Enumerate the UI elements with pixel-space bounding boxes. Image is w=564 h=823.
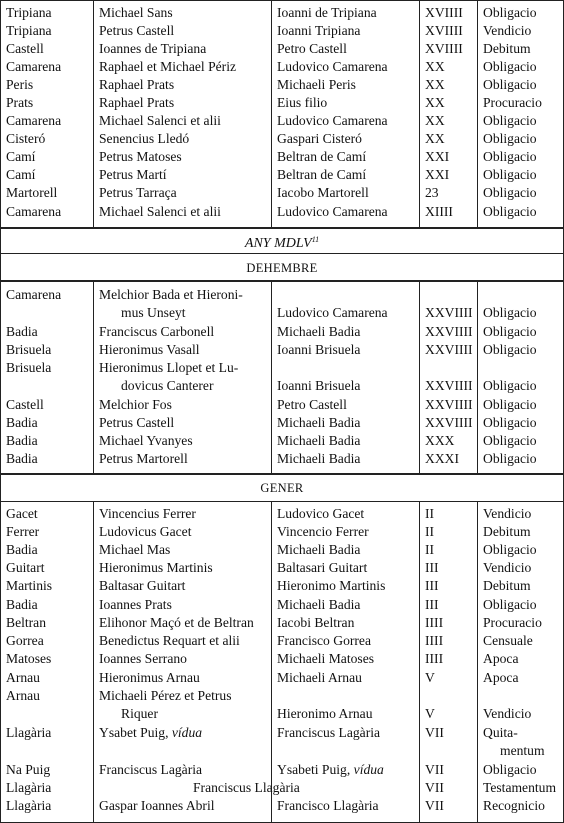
year-rule-bottom bbox=[0, 253, 564, 254]
act-type-cell: Procuracio bbox=[483, 95, 542, 110]
surname-cell: Prats bbox=[6, 95, 34, 110]
counterparty-status: vídua bbox=[353, 762, 384, 777]
day-cell: V bbox=[425, 670, 435, 685]
act-type-cell: Recognicio bbox=[483, 798, 545, 813]
party-cell: Ioannes Serrano bbox=[99, 651, 187, 666]
day-cell: II bbox=[425, 524, 435, 539]
counterparty-cell: Ioanni Brisuela bbox=[277, 342, 361, 357]
act-type-cell: Obligacio bbox=[483, 451, 537, 466]
counterparty-cell: Ludovico Camarena bbox=[277, 59, 388, 74]
col-divider bbox=[271, 502, 272, 823]
party-cell bbox=[99, 724, 202, 742]
day-cell: XVIIII bbox=[425, 23, 463, 38]
col-divider bbox=[271, 281, 272, 473]
party-cell: Ioannes de Tripiana bbox=[99, 41, 207, 56]
act-type-cell: Obligacio bbox=[483, 59, 537, 74]
counterparty-cell: Beltran de Camí bbox=[277, 149, 367, 164]
surname-cell: Castell bbox=[6, 397, 44, 412]
day-cell: IIII bbox=[425, 615, 444, 630]
act-type-cell: Obligacio bbox=[483, 433, 537, 448]
day-cell: XXVIIII bbox=[425, 415, 473, 430]
col-divider bbox=[93, 502, 94, 823]
act-type-cell: Vendicio bbox=[483, 23, 532, 38]
counterparty-cell: Baltasari Guitart bbox=[277, 560, 368, 575]
counterparty-cell: Michaeli Arnau bbox=[277, 670, 362, 685]
act-type-cell: Quita- bbox=[483, 725, 518, 740]
month-heading-gener: GENER bbox=[260, 481, 304, 495]
party-cell: Raphael Prats bbox=[99, 95, 175, 110]
surname-cell: Arnau bbox=[6, 670, 40, 685]
act-type-cell: Obligacio bbox=[483, 762, 537, 777]
act-type-cell: Debitum bbox=[483, 578, 531, 593]
col-divider bbox=[419, 0, 420, 227]
spanning-party-cell: Franciscus Llagària bbox=[193, 780, 300, 795]
counterparty-cell: Ludovico Camarena bbox=[277, 204, 388, 219]
col-divider bbox=[477, 0, 478, 227]
act-type-cell: Debitum bbox=[483, 524, 531, 539]
act-type-cell: Apoca bbox=[483, 670, 519, 685]
act-type-cell: Vendicio bbox=[483, 706, 532, 721]
day-cell: XXVIIII bbox=[425, 397, 473, 412]
counterparty-cell: Hieronimo Arnau bbox=[277, 706, 373, 721]
counterparty-name: Ysabeti Puig, bbox=[277, 762, 354, 777]
party-cell: Hieronimus Arnau bbox=[99, 670, 200, 685]
surname-cell: Camí bbox=[6, 149, 36, 164]
party-cell: Baltasar Guitart bbox=[99, 578, 186, 593]
counterparty-cell: Michaeli Badia bbox=[277, 451, 361, 466]
surname-cell: Na Puig bbox=[6, 762, 51, 777]
counterparty-cell: Ioanni de Tripiana bbox=[277, 5, 377, 20]
party-cell: Raphael et Michael Périz bbox=[99, 59, 237, 74]
col-divider bbox=[271, 0, 272, 227]
act-type-cell: Vendicio bbox=[483, 506, 532, 521]
counterparty-cell: Eius filio bbox=[277, 95, 328, 110]
day-cell: XXX bbox=[425, 433, 455, 448]
surname-cell: Arnau bbox=[6, 688, 40, 703]
surname-cell: Castell bbox=[6, 41, 44, 56]
party-cell-continuation: Riquer bbox=[121, 706, 158, 721]
surname-cell: Camarena bbox=[6, 113, 62, 128]
act-type-cell: Procuracio bbox=[483, 615, 542, 630]
surname-cell: Gorrea bbox=[6, 633, 44, 648]
surname-cell: Martorell bbox=[6, 185, 58, 200]
day-cell: XVIIII bbox=[425, 5, 463, 20]
counterparty-cell: Michaeli Badia bbox=[277, 415, 361, 430]
counterparty-cell: Francisco Llagària bbox=[277, 798, 379, 813]
day-cell: XXI bbox=[425, 167, 450, 182]
surname-cell: Badia bbox=[6, 415, 38, 430]
party-cell: Gaspar Ioannes Abril bbox=[99, 798, 215, 813]
counterparty-cell: Michaeli Peris bbox=[277, 77, 356, 92]
surname-cell: Camarena bbox=[6, 59, 62, 74]
party-cell: Michaeli Pérez et Petrus bbox=[99, 688, 232, 703]
party-cell: Petrus Martorell bbox=[99, 451, 188, 466]
party-cell: Michael Sans bbox=[99, 5, 173, 20]
party-cell: Hieronimus Martinis bbox=[99, 560, 213, 575]
col-divider bbox=[477, 502, 478, 823]
party-cell: Petrus Martí bbox=[99, 167, 167, 182]
counterparty-cell: Hieronimo Martinis bbox=[277, 578, 386, 593]
counterparty-cell: Michaeli Badia bbox=[277, 597, 361, 612]
party-cell: Hieronimus Vasall bbox=[99, 342, 200, 357]
surname-cell: Brisuela bbox=[6, 360, 52, 375]
surname-cell: Ferrer bbox=[6, 524, 40, 539]
act-type-cell: Censuale bbox=[483, 633, 533, 648]
counterparty-cell: Ludovico Camarena bbox=[277, 113, 388, 128]
top-border bbox=[0, 0, 564, 1]
counterparty-cell: Francisco Gorrea bbox=[277, 633, 371, 648]
day-cell: VII bbox=[425, 780, 444, 795]
day-cell: XXVIIII bbox=[425, 378, 473, 393]
party-cell-continuation: mus Unseyt bbox=[121, 305, 186, 320]
party-cell: Petrus Tarraça bbox=[99, 185, 177, 200]
party-cell: Petrus Castell bbox=[99, 415, 175, 430]
party-cell: Vincencius Ferrer bbox=[99, 506, 196, 521]
day-cell: III bbox=[425, 597, 439, 612]
day-cell: XX bbox=[425, 131, 445, 146]
act-type-cell: Obligacio bbox=[483, 131, 537, 146]
surname-cell: Llagària bbox=[6, 798, 52, 813]
party-cell: Michael Mas bbox=[99, 542, 171, 557]
act-type-cell: Obligacio bbox=[483, 397, 537, 412]
day-cell: XX bbox=[425, 113, 445, 128]
day-cell: VII bbox=[425, 762, 444, 777]
counterparty-cell: Petro Castell bbox=[277, 397, 347, 412]
act-type-cell-continuation: mentum bbox=[500, 743, 545, 758]
counterparty-cell: Franciscus Lagària bbox=[277, 725, 381, 740]
surname-cell: Tripiana bbox=[6, 5, 52, 20]
day-cell: III bbox=[425, 578, 439, 593]
act-type-cell: Obligacio bbox=[483, 77, 537, 92]
day-cell: XVIIII bbox=[425, 41, 463, 56]
month1-rule-bottom bbox=[0, 280, 564, 282]
party-cell: Benedictus Requart et alii bbox=[99, 633, 240, 648]
surname-cell: Brisuela bbox=[6, 342, 52, 357]
act-type-cell: Obligacio bbox=[483, 378, 537, 393]
day-cell: XXI bbox=[425, 149, 450, 164]
counterparty-cell: Vincencio Ferrer bbox=[277, 524, 369, 539]
day-cell: XX bbox=[425, 77, 445, 92]
party-cell-continuation: dovicus Canterer bbox=[121, 378, 214, 393]
party-cell: Petrus Matoses bbox=[99, 149, 182, 164]
surname-cell: Guitart bbox=[6, 560, 45, 575]
act-type-cell: Vendicio bbox=[483, 560, 532, 575]
surname-cell: Camí bbox=[6, 167, 36, 182]
party-cell: Franciscus Carbonell bbox=[99, 324, 215, 339]
col-divider bbox=[419, 502, 420, 823]
act-type-cell: Obligacio bbox=[483, 113, 537, 128]
day-cell: VII bbox=[425, 798, 444, 813]
party-cell: Michael Salenci et alii bbox=[99, 113, 221, 128]
party-cell: Senencius Lledó bbox=[99, 131, 190, 146]
day-cell: II bbox=[425, 506, 435, 521]
surname-cell: Badia bbox=[6, 597, 38, 612]
counterparty-cell: Ioanni Brisuela bbox=[277, 378, 361, 393]
party-status: vídua bbox=[171, 725, 203, 740]
counterparty-cell bbox=[277, 761, 384, 779]
year-rule-top bbox=[0, 227, 564, 229]
year-heading-text: ANY MDLV bbox=[244, 236, 312, 251]
counterparty-cell: Michaeli Matoses bbox=[277, 651, 375, 666]
act-type-cell: Obligacio bbox=[483, 305, 537, 320]
act-type-cell: Obligacio bbox=[483, 149, 537, 164]
surname-cell: Badia bbox=[6, 451, 38, 466]
counterparty-cell: Beltran de Camí bbox=[277, 167, 367, 182]
month2-rule-top bbox=[0, 473, 564, 475]
counterparty-cell: Michaeli Badia bbox=[277, 324, 361, 339]
day-cell: IIII bbox=[425, 633, 444, 648]
year-heading bbox=[0, 231, 564, 253]
surname-cell: Llagària bbox=[6, 725, 52, 740]
party-cell: Ludovicus Gacet bbox=[99, 524, 192, 539]
surname-cell: Badia bbox=[6, 433, 38, 448]
party-cell: Franciscus Lagària bbox=[99, 762, 203, 777]
act-type-cell: Obligacio bbox=[483, 185, 537, 200]
col-divider bbox=[419, 281, 420, 473]
month-heading-dehembre: DEHEMBRE bbox=[246, 261, 318, 275]
party-cell: Elihonor Maçó et de Beltran bbox=[99, 615, 254, 630]
day-cell: 23 bbox=[425, 185, 439, 200]
party-cell: Melchior Bada et Hieroni- bbox=[99, 287, 243, 302]
act-type-cell: Obligacio bbox=[483, 415, 537, 430]
act-type-cell: Obligacio bbox=[483, 204, 537, 219]
day-cell: XXXI bbox=[425, 451, 459, 466]
surname-cell: Matoses bbox=[6, 651, 52, 666]
counterparty-cell: Petro Castell bbox=[277, 41, 347, 56]
party-cell: Petrus Castell bbox=[99, 23, 175, 38]
counterparty-cell: Gaspari Cisteró bbox=[277, 131, 362, 146]
col-divider bbox=[93, 281, 94, 473]
counterparty-cell: Ioanni Tripiana bbox=[277, 23, 361, 38]
day-cell: II bbox=[425, 542, 435, 557]
day-cell: VII bbox=[425, 725, 444, 740]
party-cell: Hieronimus Llopet et Lu- bbox=[99, 360, 239, 375]
day-cell: XXVIIII bbox=[425, 342, 473, 357]
footnote-marker: 11 bbox=[311, 235, 320, 244]
col-divider bbox=[477, 281, 478, 473]
counterparty-cell: Iacobo Martorell bbox=[277, 185, 369, 200]
left-border bbox=[0, 0, 1, 823]
counterparty-cell: Ludovico Camarena bbox=[277, 305, 388, 320]
act-type-cell: Debitum bbox=[483, 41, 531, 56]
surname-cell: Gacet bbox=[6, 506, 38, 521]
day-cell: XX bbox=[425, 59, 445, 74]
act-type-cell: Apoca bbox=[483, 651, 519, 666]
counterparty-cell: Ludovico Gacet bbox=[277, 506, 365, 521]
day-cell: III bbox=[425, 560, 439, 575]
day-cell: XX bbox=[425, 95, 445, 110]
surname-cell: Cisteró bbox=[6, 131, 46, 146]
counterparty-cell: Michaeli Badia bbox=[277, 542, 361, 557]
col-divider bbox=[93, 0, 94, 227]
day-cell: XXVIIII bbox=[425, 324, 473, 339]
party-cell: Ioannes Prats bbox=[99, 597, 172, 612]
surname-cell: Camarena bbox=[6, 287, 62, 302]
surname-cell: Badia bbox=[6, 542, 38, 557]
surname-cell: Martinis bbox=[6, 578, 53, 593]
day-cell: XIIII bbox=[425, 204, 453, 219]
act-type-cell: Obligacio bbox=[483, 324, 537, 339]
day-cell: IIII bbox=[425, 651, 444, 666]
party-cell: Michael Yvanyes bbox=[99, 433, 193, 448]
surname-cell: Tripiana bbox=[6, 23, 52, 38]
party-cell: Raphael Prats bbox=[99, 77, 175, 92]
surname-cell: Llagària bbox=[6, 780, 52, 795]
act-type-cell: Obligacio bbox=[483, 342, 537, 357]
month2-rule-bottom bbox=[0, 501, 564, 502]
counterparty-cell: Iacobi Beltran bbox=[277, 615, 355, 630]
surname-cell: Peris bbox=[6, 77, 34, 92]
act-type-cell: Obligacio bbox=[483, 167, 537, 182]
surname-cell: Badia bbox=[6, 324, 38, 339]
act-type-cell: Testamentum bbox=[483, 780, 557, 795]
day-cell: XXVIIII bbox=[425, 305, 473, 320]
party-cell: Michael Salenci et alii bbox=[99, 204, 221, 219]
party-name: Ysabet Puig, bbox=[99, 725, 172, 740]
act-type-cell: Obligacio bbox=[483, 542, 537, 557]
surname-cell: Beltran bbox=[6, 615, 47, 630]
surname-cell: Camarena bbox=[6, 204, 62, 219]
act-type-cell: Obligacio bbox=[483, 597, 537, 612]
party-cell: Melchior Fos bbox=[99, 397, 172, 412]
act-type-cell: Obligacio bbox=[483, 5, 537, 20]
day-cell: V bbox=[425, 706, 435, 721]
counterparty-cell: Michaeli Badia bbox=[277, 433, 361, 448]
